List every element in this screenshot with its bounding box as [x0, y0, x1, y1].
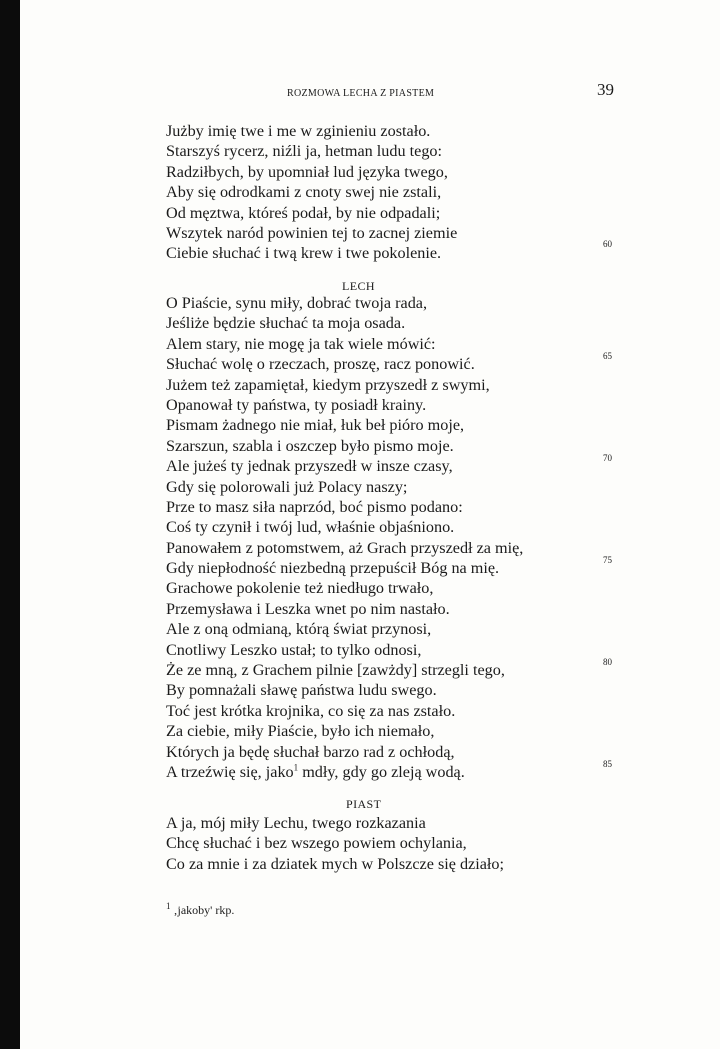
verse-line: Gdy się polorowali już Polacy naszy; — [166, 477, 408, 496]
speaker-heading-lech: LECH — [342, 279, 375, 293]
verse-line: Radziłbych, by upomniał lud języka twego, — [166, 162, 448, 181]
verse-line: Ale z oną odmianą, którą świat przynosi, — [166, 620, 432, 639]
line-number: 65 — [603, 351, 612, 361]
footnote-reference: 1 — [293, 762, 299, 773]
footnote-text: ‚jakoby' rkp. — [170, 903, 235, 917]
line-number: 85 — [603, 759, 612, 769]
speaker-heading-piast: PIAST — [346, 797, 382, 811]
verse-line: Alem stary, nie mogę ja tak wiele mówić: — [166, 334, 436, 353]
verse-block-2 — [166, 293, 606, 782]
verse-line: Prze to masz siła naprzód, boć pismo podano: — [166, 497, 463, 516]
verse-line: Ciebie słuchać i twą krew i twe pokolenie. — [166, 244, 442, 263]
verse-line: Od męztwa, któreś podał, by nie odpadali; — [166, 203, 441, 222]
verse-text: A trzeźwię się, jako — [166, 762, 294, 781]
verse-line: Jużem też zapamiętał, kiedym przyszedł z swymi, — [166, 375, 490, 394]
verse-line: Ale jużeś ty jednak przyszedł w insze czasy, — [166, 457, 453, 476]
verse-block-3 — [166, 813, 606, 874]
running-header: ROZMOWA LECHA Z PIASTEM — [287, 88, 435, 99]
line-number: 75 — [603, 555, 612, 565]
verse-line: Jeśliże będzie słuchać ta moja osada. — [166, 314, 406, 333]
verse-line: Wszytek naród powinien tej to zacnej ziemie — [166, 223, 458, 242]
verse-line: Których ja będę słuchał barzo rad z ochłodą, — [166, 742, 455, 761]
verse-line: Opanował ty państwa, ty posiadł krainy. — [166, 395, 427, 414]
verse-line: A ja, mój miły Lechu, twego rozkazania — [166, 814, 426, 832]
verse-line: Co za mnie i za dziatek mych w Polszcze się działo; — [166, 854, 505, 873]
line-number: 70 — [603, 453, 612, 463]
verse-text: mdły, gdy go zleją wodą. — [298, 762, 465, 781]
verse-line: Słuchać wolę o rzeczach, proszę, racz ponowić. — [166, 355, 475, 374]
verse-line: Jużby imię twe i me w zginieniu zostało. — [166, 122, 431, 140]
line-number: 80 — [603, 657, 612, 667]
verse-line: Chcę słuchać i bez wszego powiem ochylania, — [166, 834, 467, 853]
verse-line: Panowałem z potomstwem, aż Grach przyszedł za mię, — [166, 538, 524, 557]
verse-line: O Piaście, synu miły, dobrać twoja rada, — [166, 294, 428, 312]
verse-line: Za ciebie, miły Piaście, było ich niemało, — [166, 722, 435, 741]
verse-line: Starszyś rycerz, niźli ja, hetman ludu tego: — [166, 142, 443, 161]
verse-line: Gdy niepłodność niezbedną przepuścił Bóg na mię. — [166, 559, 500, 578]
verse-line: Cnotliwy Leszko ustał; to tylko odnosi, — [166, 640, 422, 659]
verse-line: Toć jest krótka krojnika, co się za nas zstało. — [166, 701, 456, 720]
line-number: 60 — [603, 239, 612, 249]
verse-line: Szarszun, szabla i oszczep było pismo moje. — [166, 436, 454, 455]
book-spine-edge — [0, 0, 20, 1049]
footnote-marker: 1 — [166, 901, 171, 911]
verse-line: Przemysława i Leszka wnet po nim nastało. — [166, 599, 450, 618]
page-number: 39 — [597, 80, 614, 99]
verse-line: Grachowe pokolenie też niedługo trwało, — [166, 579, 434, 598]
verse-line: By pomnażali sławę państwa ludu swego. — [166, 681, 437, 700]
verse-line: Że ze mną, z Grachem pilnie [zawżdy] strzegli tego, — [166, 661, 505, 680]
verse-line: Pismam żadnego nie miał, łuk beł pióro moje, — [166, 416, 465, 435]
verse-line — [166, 762, 606, 782]
verse-line: Aby się odrodkami z cnoty swej nie zstali, — [166, 183, 442, 202]
footnote — [166, 903, 234, 918]
verse-block-1 — [166, 121, 606, 264]
verse-line: Coś ty czynił i twój lud, właśnie objaśniono. — [166, 518, 455, 537]
